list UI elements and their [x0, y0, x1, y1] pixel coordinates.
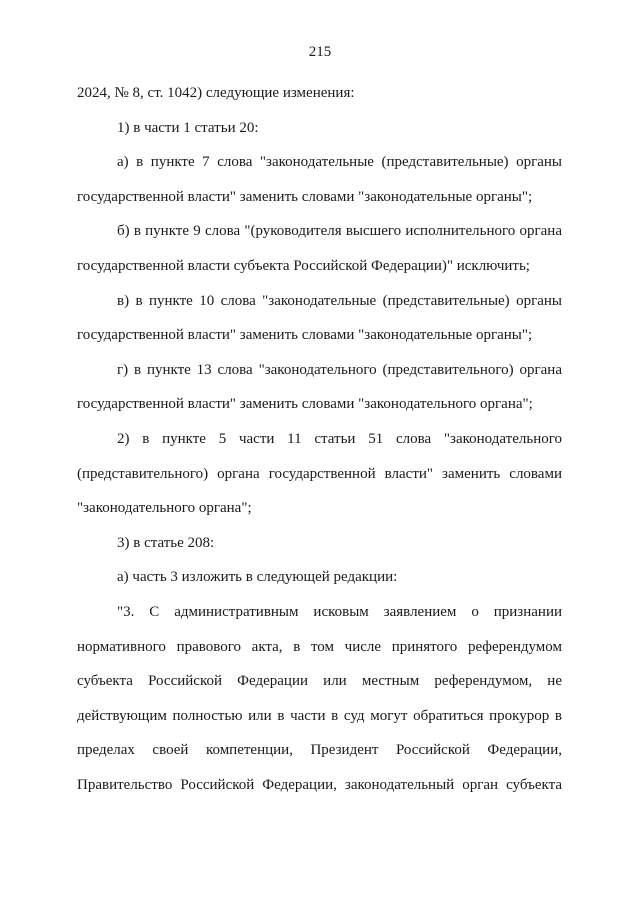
paragraph-item-3a: а) часть 3 изложить в следующей редакции: [117, 569, 398, 586]
paragraph-continuation: 2024, № 8, ст. 1042) следующие изменения: [77, 85, 355, 101]
paragraph-item-1g: г) в пункте 13 слова "законодательного (представительного) органа государственной власти" заменить словами "законодательного органа"; [77, 361, 562, 413]
document-body [77, 76, 562, 802]
page-number: 215 [308, 44, 332, 60]
paragraph-item-1a: а) в пункте 7 слова "законодательные (представительные) органы государственной власти" заменить словами "законодательные органы"; [77, 154, 562, 205]
paragraph-item-3: 3) в статье 208: [117, 534, 215, 551]
paragraph-item-1b: б) в пункте 9 слова "(руководителя высшего исполнительного органа государственной власти субъекта Российской Федерации)" исключить; [77, 223, 562, 274]
paragraph-item-1: 1) в части 1 статьи 20: [117, 119, 259, 136]
paragraph-item-2: 2) в пункте 5 части 11 статьи 51 слова "законодательного (представительного) органа государственной власти" заменить словами "законодательного органа"; [77, 430, 562, 517]
paragraph-item-1v: в) в пункте 10 слова "законодательные (представительные) органы государственной власти" заменить словами "законодательные органы"; [77, 292, 562, 344]
paragraph-quoted-part-3: "3. С административным исковым заявлением о признании нормативного правового акта, в том числе принятого референдумом субъекта Российской Федерации или местным референдумом, не действующим полностью или в части в суд могут обратиться прокурор в пределах своей компетенции, Президент Российской Федерации, Правительство Российской Федерации, законодательный орган субъекта [77, 603, 562, 793]
